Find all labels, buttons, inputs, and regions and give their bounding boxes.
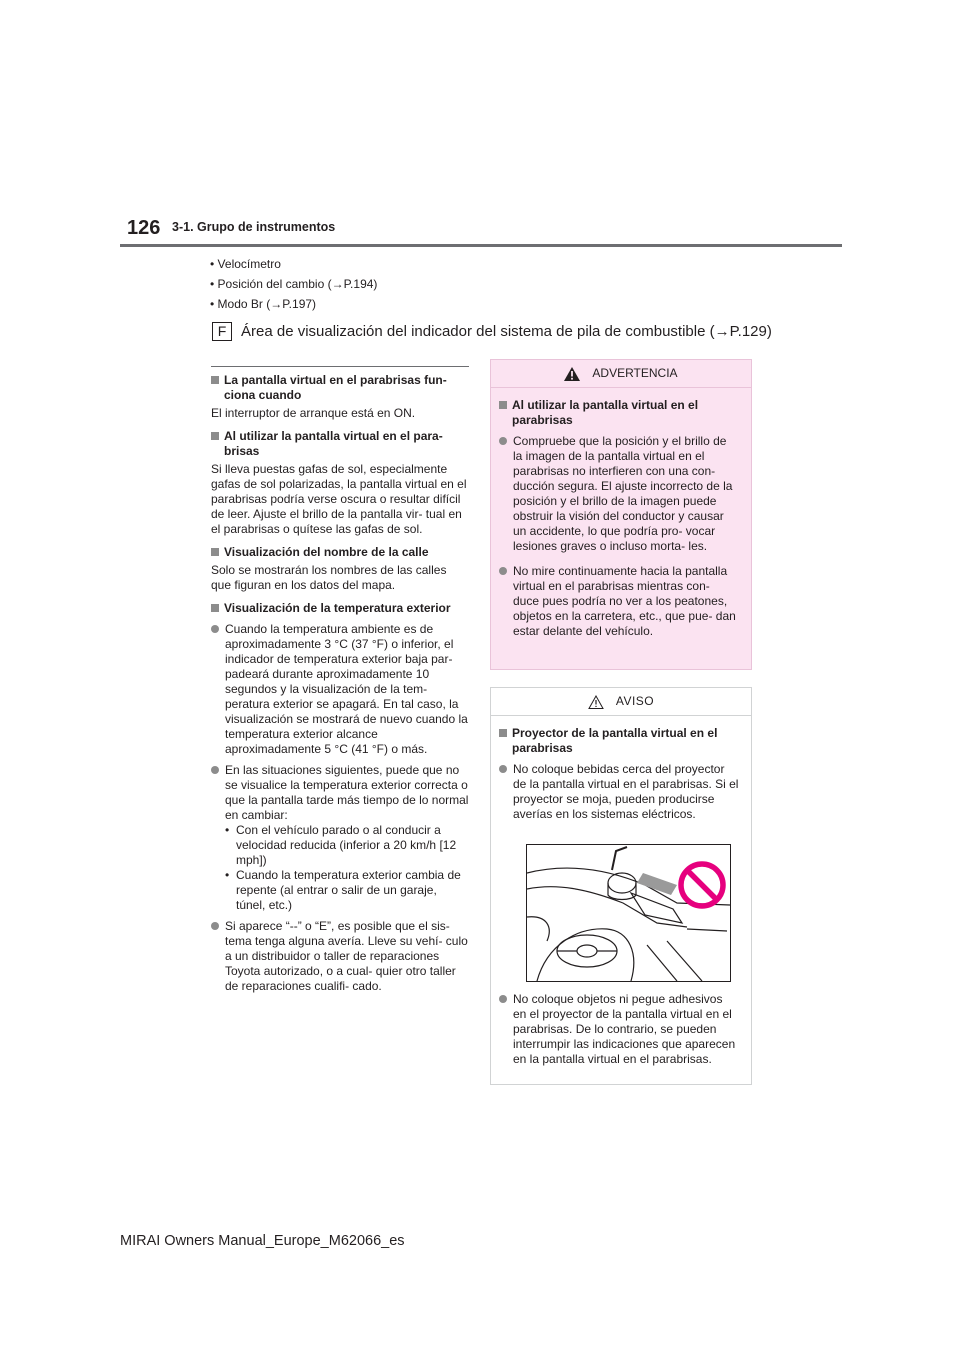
notice-bullet: No coloque bebidas cerca del proyector de la pantalla virtual en el parabrisas. Si el proyector se moja, pueden producirse averías en los sistemas eléctricos. <box>499 762 739 822</box>
section-title: 3-1. Grupo de instrumentos <box>172 220 336 234</box>
warning-bullet: Compruebe que la posición y el brillo de la imagen de la pantalla virtual en el parabrisas no interfieren con una con- ducción segura. El ajuste incorrecto de la posición y el brillo de la imagen puede obstruir la visión del conductor y causar un accidente, lo que podría pro- vocar lesiones graves o incluso morta- les. <box>499 434 739 554</box>
sub-list-item: • Con el vehículo parado o al conducir a velocidad reducida (inferior a 20 km/h [12 mph]) <box>225 823 457 867</box>
info-heading: La pantalla virtual en el parabrisas fun- ciona cuando <box>211 373 469 403</box>
item-f-text: Área de visualización del indicador del sistema de pila de combustible (→P.129) <box>241 323 772 340</box>
list-item: • Posición del cambio (→P.194) <box>210 274 377 294</box>
info-text: El interruptor de arranque está en ON. <box>211 406 416 420</box>
notice-bullet: No coloque objetos ni pegue adhesivos en el proyector de la pantalla virtual en el parabrisas. De lo contrario, se pueden interrumpir las indicaciones que aparecen en la pantalla virtual en el parabrisas. <box>499 992 739 1067</box>
prohibited-icon <box>681 864 723 906</box>
warning-header <box>491 360 751 388</box>
page-number: 126 <box>127 217 161 239</box>
item-letter-box: F <box>212 322 232 341</box>
warning-box <box>490 359 752 670</box>
notice-box <box>490 687 752 1085</box>
column-divider <box>211 366 469 367</box>
warning-heading: Al utilizar la pantalla virtual en el parabrisas <box>499 398 739 428</box>
bullet-item: Si aparece “--” o “E”, es posible que el sis- tema tenga alguna avería. Lleve su vehí- culo a un distribuidor o taller de reparaciones Toyota autorizado, o a cual- quier otro taller de reparaciones cualifi- cado. <box>211 919 469 994</box>
list-item: • Modo Br (→P.197) <box>210 294 377 314</box>
notice-header <box>491 688 751 716</box>
warning-bullet: No mire continuamente hacia la pantalla virtual en el parabrisas mientras con- duce pues podría no ver a los peatones, objetos en la carretera, etc., que pue- dan estar delante del vehículo. <box>499 564 739 639</box>
list-item: • Velocímetro <box>210 254 377 274</box>
projector-illustration <box>526 844 731 982</box>
top-list <box>210 254 377 314</box>
info-heading: Visualización de la temperatura exterior <box>211 601 469 616</box>
info-text: Solo se mostrarán los nombres de las calles que figuran en los datos del mapa. <box>211 563 447 592</box>
header-rule <box>120 244 842 247</box>
sub-list <box>225 823 469 913</box>
footer: MIRAI Owners Manual_Europe_M62066_es <box>120 1233 405 1249</box>
bullet-intro: En las situaciones siguientes, puede que no se visualice la temperatura exterior correcta o que la pantalla tarde más tiempo de lo normal en cambiar: <box>225 763 469 822</box>
notice-heading: Proyector de la pantalla virtual en el parabrisas <box>499 726 739 756</box>
info-heading: Al utilizar la pantalla virtual en el para- brisas <box>211 429 469 459</box>
warning-triangle-icon <box>564 367 580 381</box>
bullet-item: Cuando la temperatura ambiente es de aproximadamente 3 °C (37 °F) o inferior, el indicador de temperatura exterior baja par- padeará durante aproximadamente 10 segundos y la visualización de la tem- peratura exterior se apagará. En tal caso, la visualización se mostrará de nuevo cuando la temperatura exterior alcance aproximadamente 5 °C (41 °F) o más. <box>211 622 469 757</box>
caution-triangle-icon <box>588 695 604 709</box>
notice-title: AVISO <box>615 694 655 708</box>
info-column <box>211 366 469 994</box>
item-f <box>212 322 772 341</box>
bullet-item <box>211 763 469 913</box>
info-heading: Visualización del nombre de la calle <box>211 545 469 560</box>
sub-list-item: • Cuando la temperatura exterior cambia de repente (al entrar o salir de un garaje, túnel, etc.) <box>225 868 461 912</box>
warning-title: ADVERTENCIA <box>592 366 678 380</box>
info-text: Si lleva puestas gafas de sol, especialmente gafas de sol polarizadas, la pantalla virtual en el parabrisas podría verse oscura o resultar difícil de leer. Ajuste el brillo de la pantalla vir- tual en el parabrisas o quítese las gafas de sol. <box>211 462 467 536</box>
